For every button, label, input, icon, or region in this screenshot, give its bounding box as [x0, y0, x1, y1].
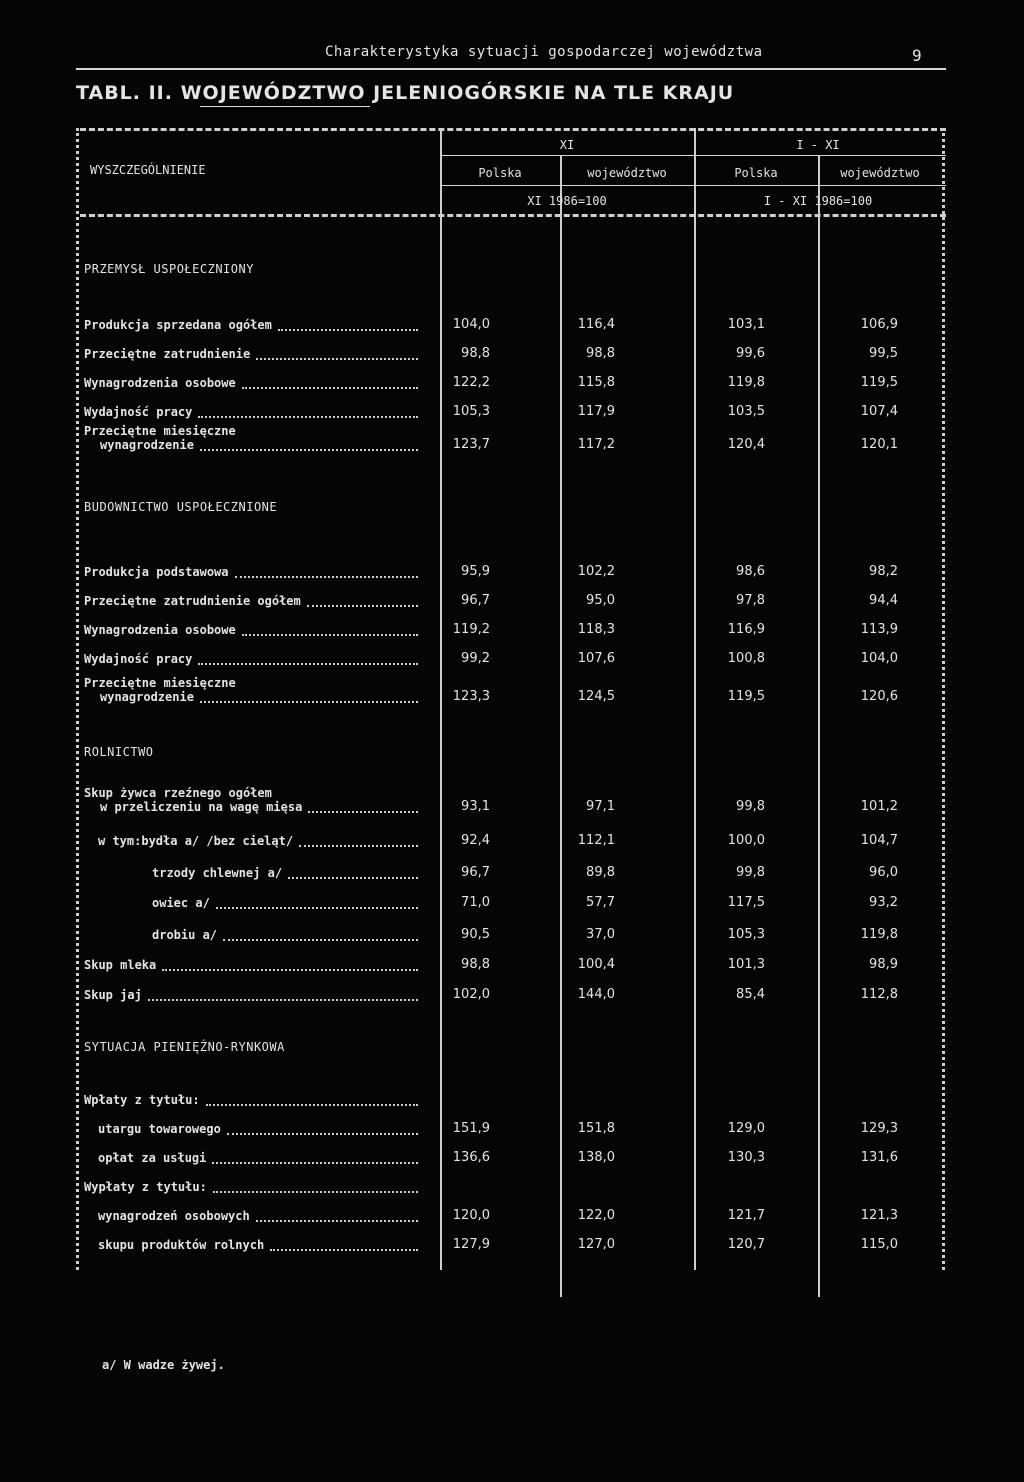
row-label: opłat za usługi — [98, 1151, 207, 1165]
table-cell: 105,3 — [727, 927, 765, 942]
table-cell: 120,6 — [860, 689, 898, 704]
dot-leader — [299, 845, 418, 847]
table-cell: 136,6 — [452, 1150, 490, 1165]
row-label: skupu produktów rolnych — [98, 1238, 265, 1252]
table-cell: 98,8 — [461, 957, 490, 972]
table-cell: 119,8 — [727, 375, 765, 390]
table-cell: 138,0 — [577, 1150, 615, 1165]
dot-leader — [256, 1220, 418, 1222]
table-cell: 95,0 — [586, 593, 615, 608]
table-cell: 97,8 — [736, 593, 765, 608]
table-cell: 99,8 — [736, 799, 765, 814]
table-cell: 99,2 — [461, 651, 490, 666]
dot-leader — [227, 1133, 418, 1135]
row-label: Wpłaty z tytułu: — [84, 1093, 200, 1107]
row-label: Wydajność pracy — [84, 405, 193, 419]
table-cell: 99,6 — [736, 346, 765, 361]
table-cell: 117,5 — [727, 895, 765, 910]
row-label: utargu towarowego — [98, 1122, 221, 1136]
row-label: owiec a/ — [152, 896, 210, 910]
table-cell: 104,0 — [860, 651, 898, 666]
table-cell: 119,2 — [452, 622, 490, 637]
section-title: SYTUACJA PIENIĘŻNO-RYNKOWA — [84, 1040, 285, 1054]
row-label-continued: wynagrodzenie — [100, 690, 194, 704]
table-cell: 104,0 — [452, 317, 490, 332]
dot-leader — [278, 329, 418, 331]
dot-leader — [198, 416, 418, 418]
group-divider — [440, 155, 946, 156]
header-rule — [76, 68, 946, 70]
table-cell: 102,2 — [577, 564, 615, 579]
group-header-i-xi: I - XI — [796, 138, 840, 152]
col-header-wojewodztwo-1: województwo — [587, 166, 667, 180]
table-cell: 100,4 — [577, 957, 615, 972]
table-cell: 103,1 — [727, 317, 765, 332]
footnote: a/ W wadze żywej. — [102, 1358, 225, 1372]
dot-leader — [256, 358, 418, 360]
table-cell: 151,8 — [577, 1121, 615, 1136]
title-underline — [200, 106, 370, 107]
table-cell: 98,2 — [869, 564, 898, 579]
table-cell: 93,2 — [869, 895, 898, 910]
row-label: Przeciętne zatrudnienie — [84, 347, 251, 361]
table-cell: 129,3 — [860, 1121, 898, 1136]
base-header-xi: XI 1986=100 — [527, 194, 607, 208]
dot-leader — [307, 605, 418, 607]
table-cell: 37,0 — [586, 927, 615, 942]
row-label: Przeciętne zatrudnienie ogółem — [84, 594, 301, 608]
table-cell: 96,7 — [461, 865, 490, 880]
row-label-continued: wynagrodzenie — [100, 438, 194, 452]
col-header-polska-1: Polska — [478, 166, 522, 180]
table-cell: 120,7 — [727, 1237, 765, 1252]
table-cell: 121,3 — [860, 1208, 898, 1223]
row-label: Produkcja podstawowa — [84, 565, 229, 579]
table-cell: 115,0 — [860, 1237, 898, 1252]
row-label: Wypłaty z tytułu: — [84, 1180, 207, 1194]
table-left-border — [76, 128, 79, 1270]
table-cell: 71,0 — [461, 895, 490, 910]
dot-leader — [270, 1249, 418, 1251]
table-cell: 120,0 — [452, 1208, 490, 1223]
table-cell: 106,9 — [860, 317, 898, 332]
table-cell: 121,7 — [727, 1208, 765, 1223]
row-label: drobiu a/ — [152, 928, 218, 942]
table-cell: 118,3 — [577, 622, 615, 637]
table-cell: 144,0 — [577, 987, 615, 1002]
table-cell: 57,7 — [586, 895, 615, 910]
table-cell: 120,1 — [860, 437, 898, 452]
row-label: Wynagrodzenia osobowe — [84, 376, 236, 390]
table-cell: 123,3 — [452, 689, 490, 704]
table-cell: 117,9 — [577, 404, 615, 419]
table-cell: 151,9 — [452, 1121, 490, 1136]
col-header-wojewodztwo-2: województwo — [840, 166, 920, 180]
dot-leader — [235, 576, 419, 578]
col-header-polska-2: Polska — [734, 166, 778, 180]
table-cell: 119,5 — [727, 689, 765, 704]
page-number: 9 — [912, 46, 922, 65]
subheader-divider — [440, 185, 946, 186]
table-cell: 97,1 — [586, 799, 615, 814]
row-label: Przeciętne miesięczne — [84, 424, 236, 438]
row-label-continued: w przeliczeniu na wagę mięsa — [100, 800, 303, 814]
table-cell: 105,3 — [452, 404, 490, 419]
dot-leader — [308, 811, 418, 813]
table-top-border — [80, 128, 946, 131]
row-label: w tym:bydła a/ /bez cieląt/ — [98, 834, 294, 848]
table-cell: 117,2 — [577, 437, 615, 452]
table-cell: 127,0 — [577, 1237, 615, 1252]
table-cell: 124,5 — [577, 689, 615, 704]
table-cell: 100,8 — [727, 651, 765, 666]
table-cell: 112,1 — [577, 833, 615, 848]
table-cell: 102,0 — [452, 987, 490, 1002]
section-title: BUDOWNICTWO USPOŁECZNIONE — [84, 500, 278, 514]
table-cell: 107,6 — [577, 651, 615, 666]
dot-leader — [148, 999, 418, 1001]
dot-leader — [288, 877, 418, 879]
table-cell: 130,3 — [727, 1150, 765, 1165]
table-cell: 96,7 — [461, 593, 490, 608]
table-cell: 127,9 — [452, 1237, 490, 1252]
table-cell: 95,9 — [461, 564, 490, 579]
table-cell: 112,8 — [860, 987, 898, 1002]
stub-header: WYSZCZEGÓLNIENIE — [90, 163, 206, 177]
dot-leader — [242, 634, 418, 636]
table-cell: 92,4 — [461, 833, 490, 848]
dot-leader — [206, 1104, 418, 1106]
table-cell: 98,9 — [869, 957, 898, 972]
table-cell: 119,8 — [860, 927, 898, 942]
dot-leader — [223, 939, 418, 941]
table-cell: 107,4 — [860, 404, 898, 419]
table-cell: 99,8 — [736, 865, 765, 880]
dot-leader — [216, 907, 418, 909]
table-cell: 93,1 — [461, 799, 490, 814]
dot-leader — [212, 1162, 418, 1164]
table-cell: 122,0 — [577, 1208, 615, 1223]
dot-leader — [242, 387, 418, 389]
table-cell: 89,8 — [586, 865, 615, 880]
row-label: Produkcja sprzedana ogółem — [84, 318, 272, 332]
row-label: Skup mleka — [84, 958, 157, 972]
table-cell: 116,9 — [727, 622, 765, 637]
row-label: Przeciętne miesięczne — [84, 676, 236, 690]
table-cell: 98,6 — [736, 564, 765, 579]
base-header-i-xi: I - XI 1986=100 — [763, 194, 873, 208]
table-cell: 120,4 — [727, 437, 765, 452]
table-cell: 131,6 — [860, 1150, 898, 1165]
table-cell: 104,7 — [860, 833, 898, 848]
table-cell: 116,4 — [577, 317, 615, 332]
table-cell: 115,8 — [577, 375, 615, 390]
table-cell: 123,7 — [452, 437, 490, 452]
table-cell: 119,5 — [860, 375, 898, 390]
table-cell: 90,5 — [461, 927, 490, 942]
table-cell: 129,0 — [727, 1121, 765, 1136]
row-label: Wydajność pracy — [84, 652, 193, 666]
row-label: wynagrodzeń osobowych — [98, 1209, 250, 1223]
section-title: PRZEMYSŁ USPOŁECZNIONY — [84, 262, 254, 276]
table-cell: 99,5 — [869, 346, 898, 361]
header-bottom-border — [80, 214, 946, 217]
row-label: Wynagrodzenia osobowe — [84, 623, 236, 637]
dot-leader — [162, 969, 418, 971]
running-title: Charakterystyka sytuacji gospodarczej województwa — [325, 44, 763, 60]
dot-leader — [198, 663, 418, 665]
table-cell: 96,0 — [869, 865, 898, 880]
table-cell: 101,2 — [860, 799, 898, 814]
group-header-xi: XI — [559, 138, 575, 152]
table-cell: 122,2 — [452, 375, 490, 390]
table-cell: 113,9 — [860, 622, 898, 637]
table-cell: 101,3 — [727, 957, 765, 972]
table-right-border — [942, 128, 945, 1270]
table-cell: 100,0 — [727, 833, 765, 848]
dot-leader — [200, 701, 418, 703]
table-cell: 103,5 — [727, 404, 765, 419]
row-label: trzody chlewnej a/ — [152, 866, 283, 880]
table-cell: 98,8 — [586, 346, 615, 361]
section-title: ROLNICTWO — [84, 745, 154, 759]
table-cell: 94,4 — [869, 593, 898, 608]
row-label: Skup jaj — [84, 988, 142, 1002]
table-cell: 98,8 — [461, 346, 490, 361]
table-cell: 85,4 — [736, 987, 765, 1002]
row-label: Skup żywca rzeźnego ogółem — [84, 786, 272, 800]
table-title: TABL. II. WOJEWÓDZTWO JELENIOGÓRSKIE NA TLE KRAJU — [76, 82, 735, 104]
dot-leader — [213, 1191, 418, 1193]
dot-leader — [200, 449, 418, 451]
